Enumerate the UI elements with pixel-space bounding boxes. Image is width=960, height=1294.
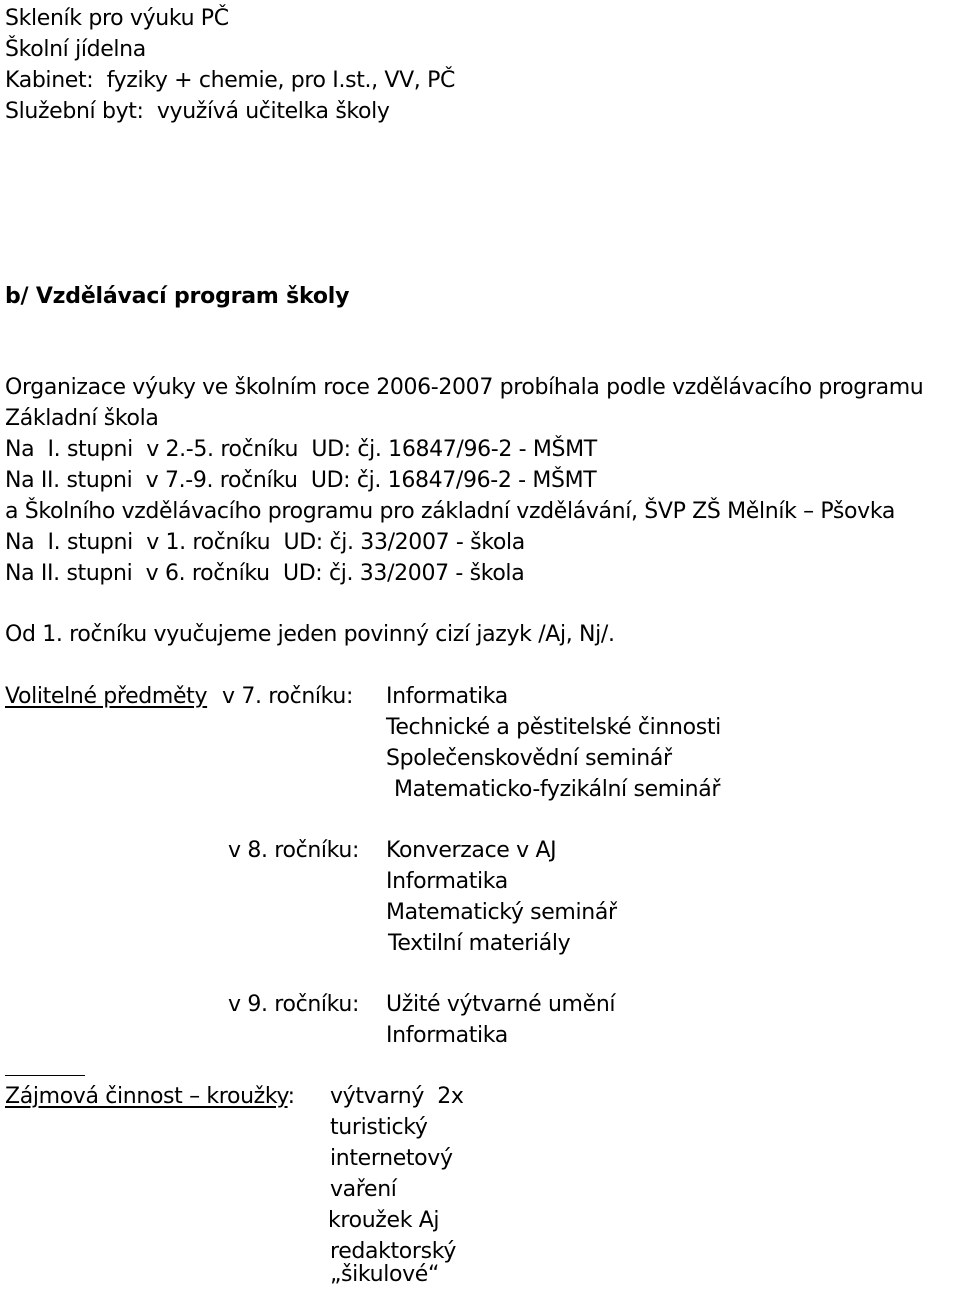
clubs-colon: : <box>287 1084 295 1109</box>
elective-subject: Informatika <box>386 869 508 894</box>
cabinet-line: Kabinet: fyziky + chemie, pro I.st., VV, PČ <box>5 68 456 93</box>
elective-subject: Textilní materiály <box>388 931 571 956</box>
program-row: Na II. stupni v 6. ročníku UD: čj. 33/2007 - škola <box>5 561 525 586</box>
language-note: Od 1. ročníku vyučujeme jeden povinný cizí jazyk /Aj, Nj/. <box>5 622 615 647</box>
greenhouse-line: Skleník pro výuku PČ <box>5 6 229 31</box>
grade8-label: v 8. ročníku: <box>228 838 360 863</box>
program-row: Na I. stupni v 2.-5. ročníku UD: čj. 16847/96-2 - MŠMT <box>5 437 597 462</box>
grade7-label: v 7. ročníku: <box>222 684 354 709</box>
section-title: b/ Vzdělávací program školy <box>5 284 350 309</box>
elective-subject: Matematicko-fyzikální seminář <box>394 777 721 802</box>
grade9-label: v 9. ročníku: <box>228 992 360 1017</box>
club-item: kroužek Aj <box>328 1208 440 1233</box>
program-row: Na I. stupni v 1. ročníku UD: čj. 33/2007 - škola <box>5 530 525 555</box>
intro-line-2: Základní škola <box>5 406 159 431</box>
program-row: a Školního vzdělávacího programu pro základní vzdělávání, ŠVP ZŠ Mělník – Pšovka <box>5 499 895 524</box>
program-row: Na II. stupni v 7.-9. ročníku UD: čj. 16847/96-2 - MŠMT <box>5 468 597 493</box>
elective-subject: Konverzace v AJ <box>386 838 557 863</box>
separator-line <box>5 1075 85 1076</box>
club-item: redaktorský <box>330 1239 457 1264</box>
clubs-label: Zájmová činnost – kroužky <box>5 1084 288 1109</box>
elective-subject: Matematický seminář <box>386 900 617 925</box>
club-item: vaření <box>330 1177 397 1202</box>
elective-subject: Společenskovědní seminář <box>386 746 672 771</box>
electives-label: Volitelné předměty <box>5 684 208 709</box>
service-flat-line: Služební byt: využívá učitelka školy <box>5 99 390 124</box>
club-item: internetový <box>330 1146 453 1171</box>
club-item: turistický <box>330 1115 428 1140</box>
clubs-heading <box>5 1082 295 1112</box>
club-item: výtvarný 2x <box>330 1084 464 1109</box>
elective-subject: Informatika <box>386 1023 508 1048</box>
elective-subject: Užité výtvarné umění <box>386 992 616 1017</box>
canteen-line: Školní jídelna <box>5 37 146 62</box>
elective-subject: Technické a pěstitelské činnosti <box>386 715 721 740</box>
club-item: „šikulové“ <box>330 1262 440 1287</box>
intro-line-1: Organizace výuky ve školním roce 2006-2007 probíhala podle vzdělávacího programu <box>5 375 924 400</box>
elective-subject: Informatika <box>386 684 508 709</box>
